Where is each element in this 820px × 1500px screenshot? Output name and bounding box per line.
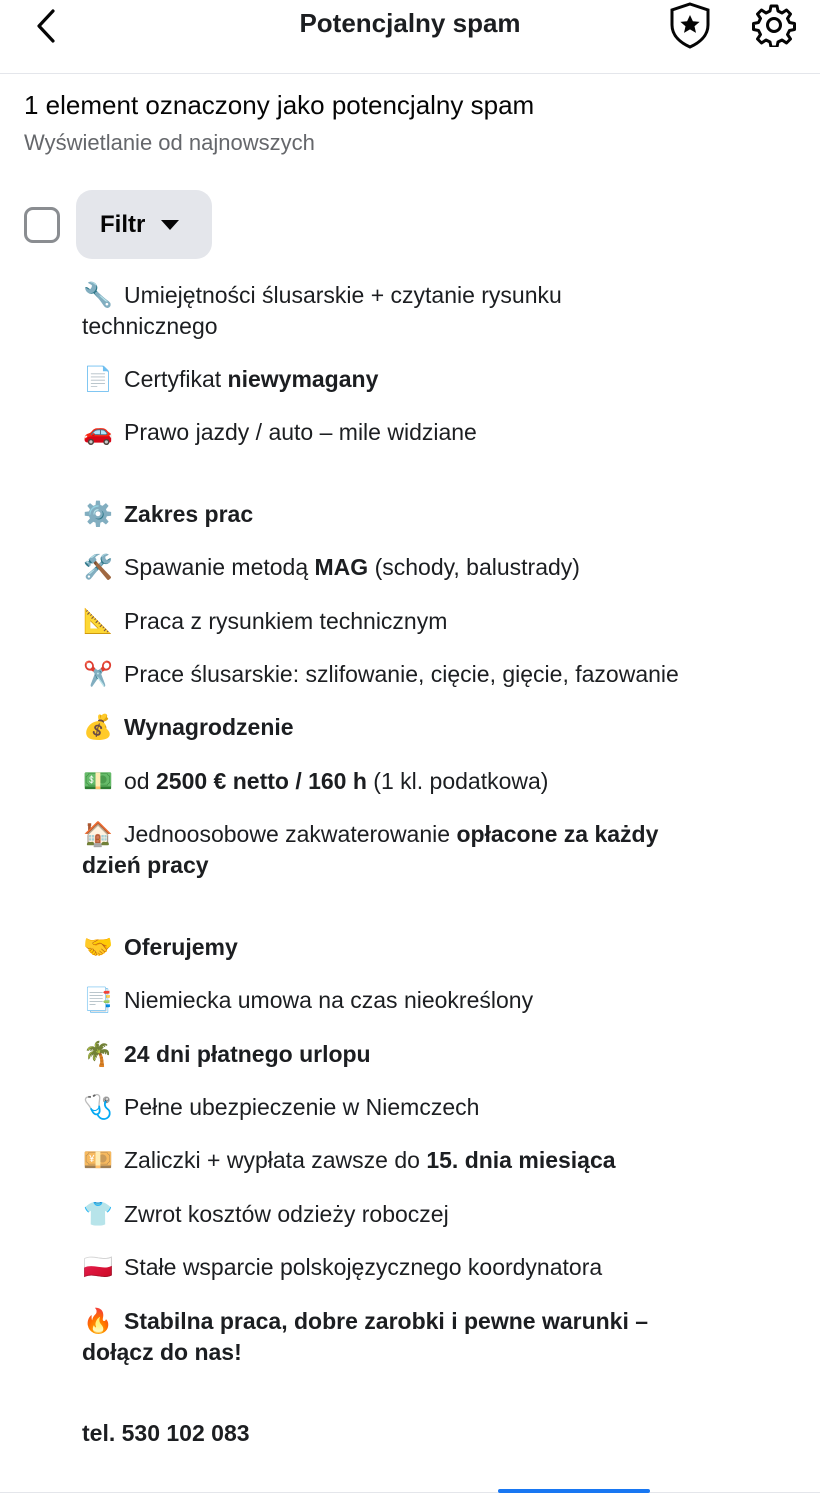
line-bold-text: opłacone za każdy bbox=[456, 821, 659, 847]
message-line bbox=[82, 1418, 762, 1449]
cash-icon: 💴 bbox=[83, 1146, 113, 1174]
shield-button[interactable] bbox=[666, 0, 714, 50]
line-text: Zwrot kosztów odzieży roboczej bbox=[124, 1201, 449, 1227]
gear-emoji-icon: ⚙️ bbox=[83, 500, 113, 528]
wrench-icon: 🔧 bbox=[83, 281, 113, 309]
contract-icon: 📑 bbox=[83, 986, 113, 1014]
line-text: od bbox=[124, 768, 156, 794]
line-text: Jednoosobowe zakwaterowanie bbox=[124, 821, 457, 847]
banknote-icon: 💵 bbox=[83, 767, 113, 795]
car-icon: 🚗 bbox=[83, 418, 113, 446]
message-line bbox=[82, 659, 762, 690]
message-line bbox=[82, 932, 762, 963]
line-bold-text: Stabilna praca, dobre zarobki i pewne warunki – bbox=[124, 1308, 649, 1334]
money-bag-icon: 💰 bbox=[83, 713, 113, 741]
line-text: technicznego bbox=[82, 313, 218, 339]
palm-tree-icon: 🌴 bbox=[83, 1040, 113, 1068]
line-bold-text: 2500 € netto / 160 h bbox=[155, 768, 367, 794]
bottom-divider bbox=[0, 1492, 820, 1493]
document-icon: 📄 bbox=[83, 365, 113, 393]
scissors-icon: ✂️ bbox=[83, 660, 113, 688]
handshake-icon: 🤝 bbox=[83, 933, 113, 961]
message-line bbox=[82, 1039, 762, 1070]
line-text: Praca z rysunkiem technicznym bbox=[124, 608, 448, 634]
message-line bbox=[82, 1199, 762, 1230]
message-line bbox=[82, 766, 762, 797]
page-title: Potencjalny spam bbox=[299, 8, 521, 38]
message-line bbox=[82, 364, 762, 395]
line-bold-text: 15. dnia miesiąca bbox=[426, 1147, 616, 1173]
line-text: Zaliczki + wypłata zawsze do bbox=[124, 1147, 427, 1173]
line-text: (schody, balustrady) bbox=[368, 554, 580, 580]
top-bar bbox=[0, 0, 820, 74]
line-bold-text: dołącz do nas! bbox=[82, 1339, 242, 1365]
section-heading: Oferujemy bbox=[124, 934, 238, 960]
message-line bbox=[82, 985, 762, 1016]
filter-label: Filtr bbox=[100, 210, 146, 238]
message-line bbox=[82, 819, 762, 881]
message-line bbox=[82, 1145, 762, 1176]
shield-star-icon bbox=[668, 1, 712, 49]
filter-button[interactable] bbox=[76, 190, 212, 259]
shirt-icon: 👕 bbox=[83, 1200, 113, 1228]
message-line bbox=[82, 417, 762, 448]
phone-number: tel. 530 102 083 bbox=[82, 1420, 250, 1446]
line-bold-text: MAG bbox=[314, 554, 369, 580]
line-text: Umiejętności ślusarskie + czytanie rysunku bbox=[124, 282, 562, 308]
caret-down-icon bbox=[161, 220, 179, 230]
message-line bbox=[82, 712, 762, 743]
message-line bbox=[82, 1092, 762, 1123]
stethoscope-icon: 🩺 bbox=[83, 1093, 113, 1121]
line-text: Pełne ubezpieczenie w Niemczech bbox=[124, 1094, 480, 1120]
line-text: Stałe wsparcie polskojęzycznego koordynatora bbox=[124, 1254, 603, 1280]
sort-order-label: Wyświetlanie od najnowszych bbox=[24, 130, 315, 155]
spam-count-heading: 1 element oznaczony jako potencjalny spam bbox=[24, 90, 535, 120]
message-line bbox=[82, 552, 762, 583]
line-text: Prace ślusarskie: szlifowanie, cięcie, gięcie, fazowanie bbox=[124, 661, 679, 687]
fire-icon: 🔥 bbox=[83, 1307, 113, 1335]
message-line bbox=[82, 499, 762, 530]
line-text: Spawanie metodą bbox=[124, 554, 315, 580]
house-icon: 🏠 bbox=[83, 820, 113, 848]
message-line bbox=[82, 1306, 762, 1368]
line-bold-text: 24 dni płatnego urlopu bbox=[124, 1041, 371, 1067]
message-line bbox=[82, 280, 762, 342]
message-line bbox=[82, 1252, 762, 1283]
tools-icon: 🛠️ bbox=[83, 553, 113, 581]
poland-flag-icon: 🇵🇱 bbox=[83, 1253, 113, 1281]
section-heading: Wynagrodzenie bbox=[124, 714, 294, 740]
line-bold-text: niewymagany bbox=[227, 366, 379, 392]
select-all-checkbox[interactable] bbox=[24, 207, 60, 243]
line-text: Niemiecka umowa na czas nieokreślony bbox=[124, 987, 534, 1013]
line-bold-text: dzień pracy bbox=[82, 852, 209, 878]
triangle-ruler-icon: 📐 bbox=[83, 607, 113, 635]
section-heading: Zakres prac bbox=[124, 501, 254, 527]
message-line bbox=[82, 606, 762, 637]
settings-button[interactable] bbox=[750, 0, 798, 50]
line-text: Certyfikat bbox=[124, 366, 228, 392]
line-text: (1 kl. podatkowa) bbox=[366, 768, 549, 794]
line-text: Prawo jazdy / auto – mile widziane bbox=[124, 419, 477, 445]
scroll-indicator bbox=[498, 1489, 650, 1493]
gear-icon bbox=[752, 3, 796, 47]
